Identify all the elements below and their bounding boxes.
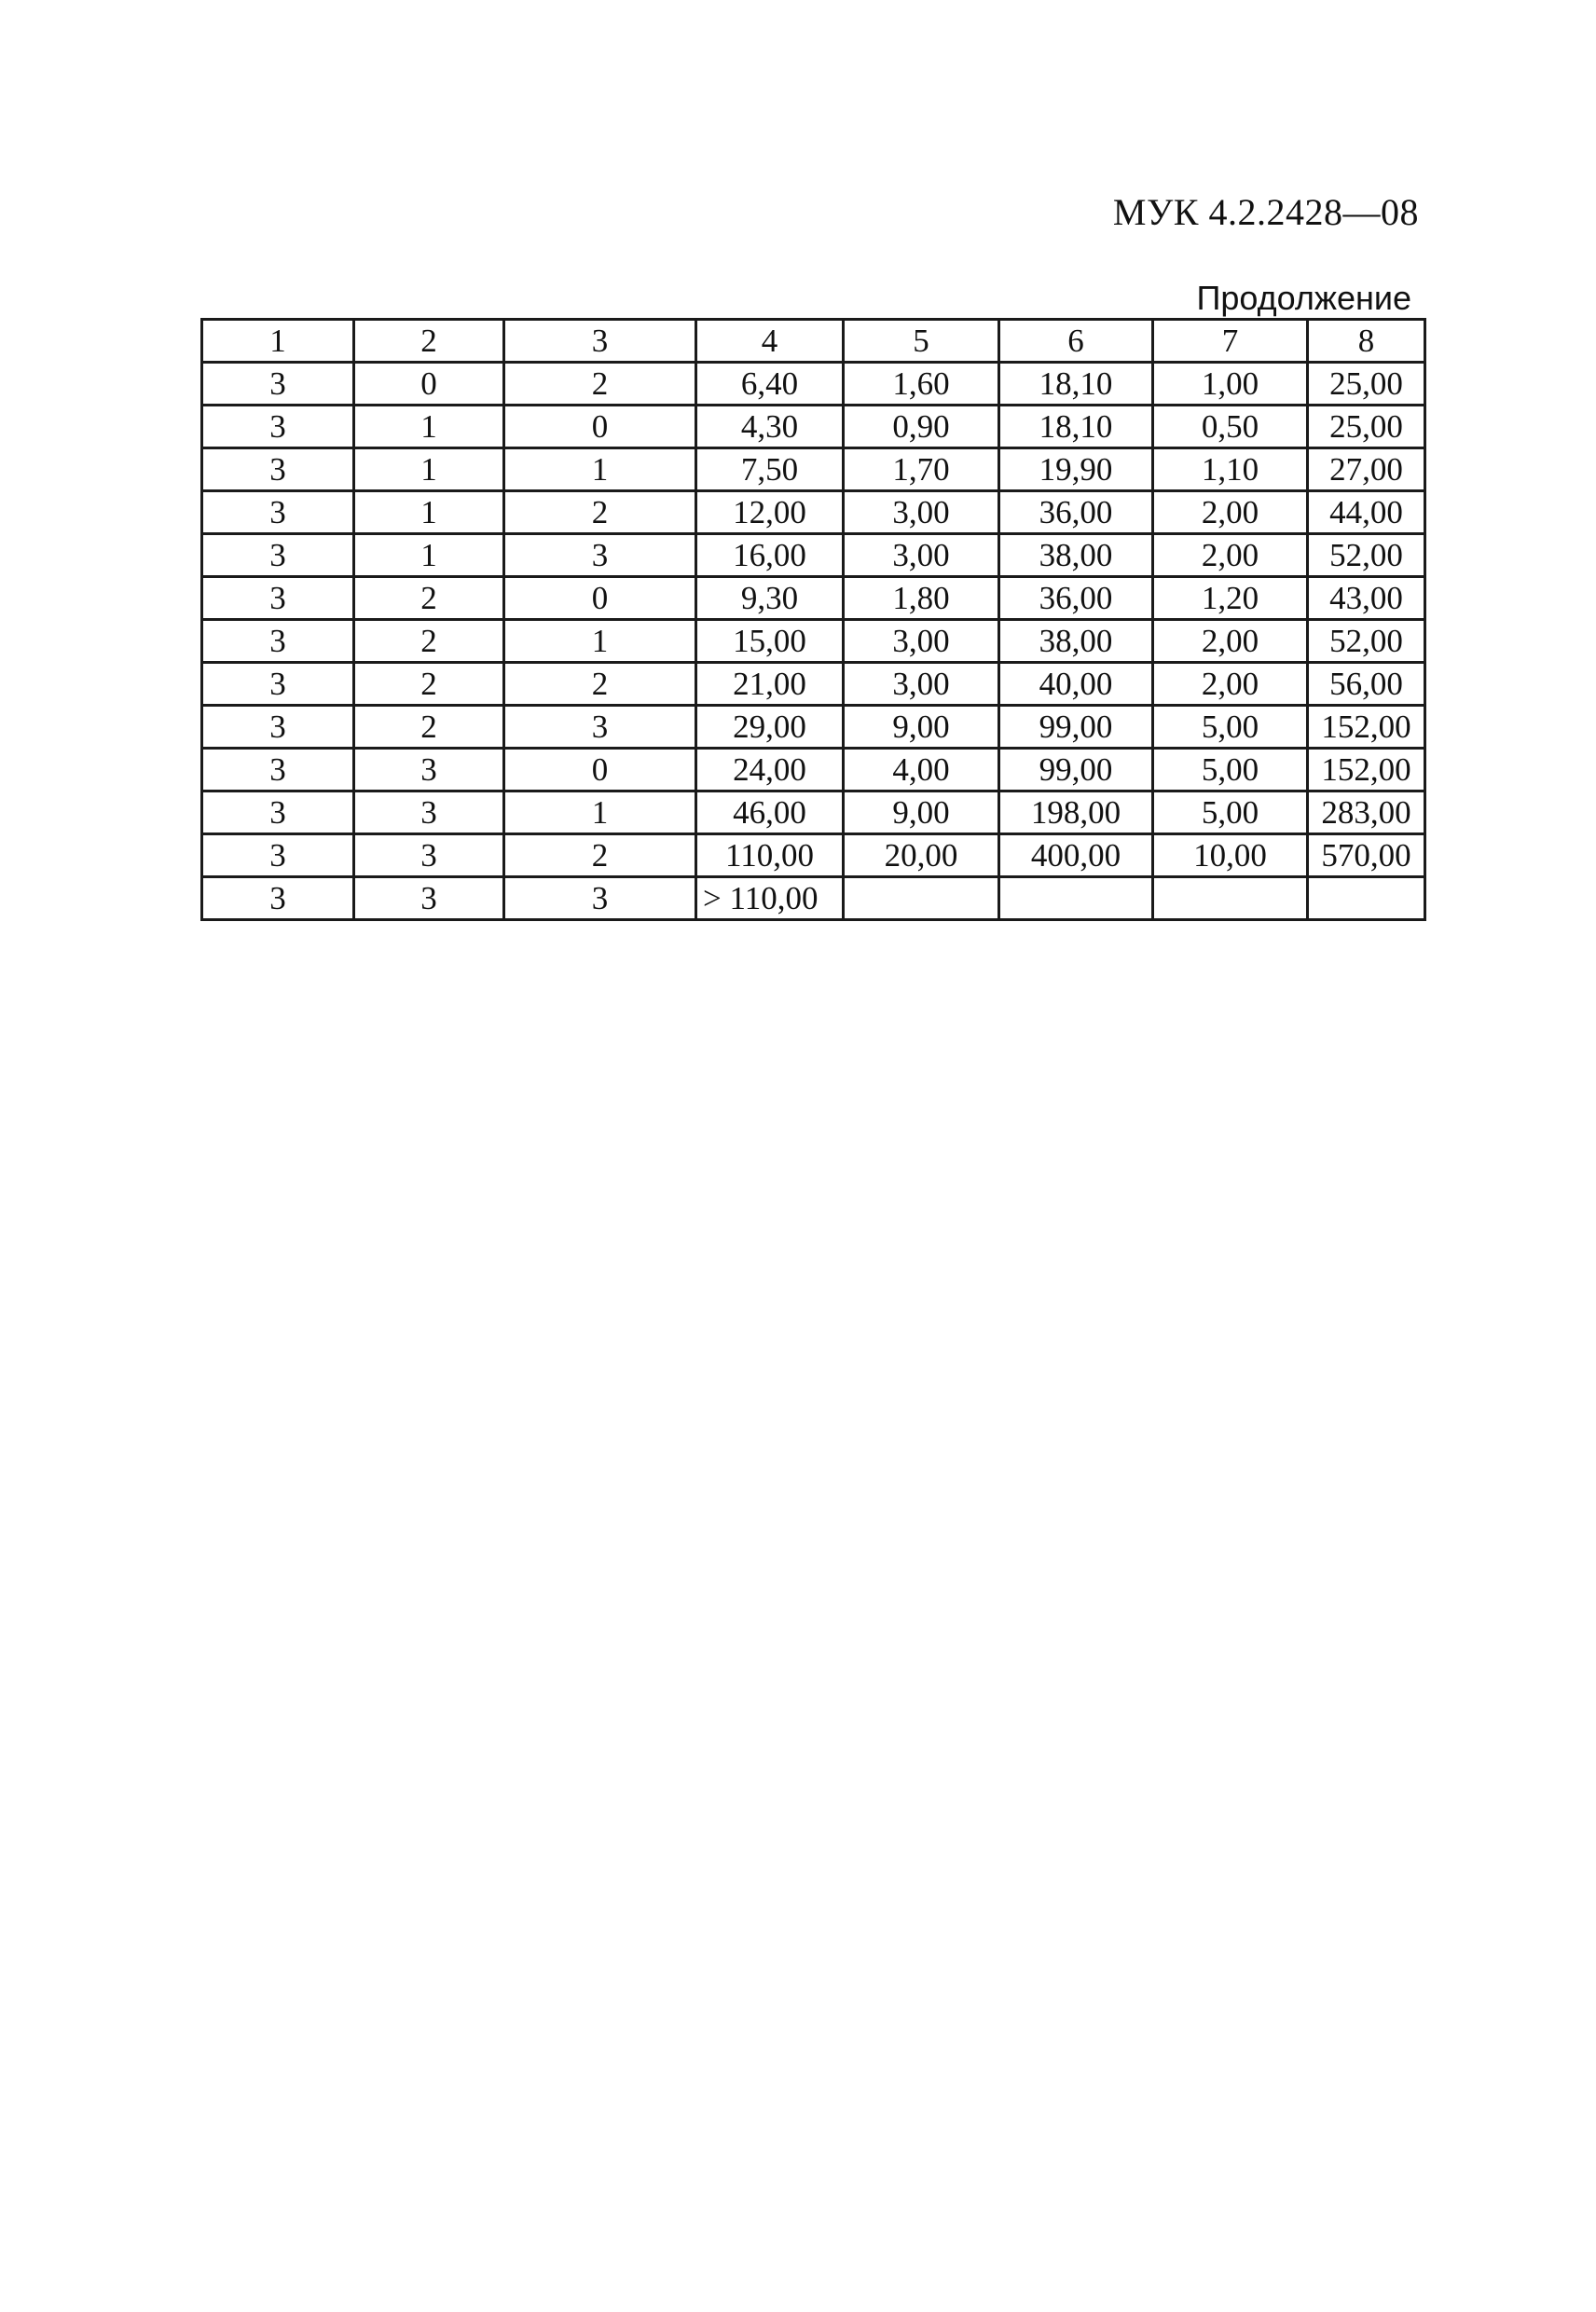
header-cell: 6 xyxy=(999,320,1153,363)
table-body xyxy=(202,320,1425,920)
table-cell: 12,00 xyxy=(696,491,844,534)
table-row xyxy=(202,577,1425,620)
table-cell: 0 xyxy=(504,749,696,791)
table-cell: 19,90 xyxy=(999,448,1153,491)
table-cell: 3 xyxy=(202,791,354,834)
table-cell: 2,00 xyxy=(1153,491,1308,534)
table-cell: 3,00 xyxy=(844,491,999,534)
table-cell: 3 xyxy=(354,791,504,834)
table-cell: 3,00 xyxy=(844,620,999,663)
table-cell: 0 xyxy=(504,406,696,448)
table-cell: 25,00 xyxy=(1308,363,1425,406)
table-row xyxy=(202,491,1425,534)
table-cell: 2,00 xyxy=(1153,620,1308,663)
table-cell: 52,00 xyxy=(1308,534,1425,577)
document-code: МУК 4.2.2428—08 xyxy=(1112,191,1419,233)
table-cell: 2 xyxy=(504,834,696,877)
table-cell: 2 xyxy=(504,663,696,706)
table-cell: 1 xyxy=(354,448,504,491)
table-cell: 36,00 xyxy=(999,491,1153,534)
table-cell xyxy=(999,877,1153,920)
table-row xyxy=(202,363,1425,406)
table-cell: 4,00 xyxy=(844,749,999,791)
table-cell: 0,50 xyxy=(1153,406,1308,448)
table-cell: 3 xyxy=(202,448,354,491)
table-cell: 38,00 xyxy=(999,534,1153,577)
table-cell: 7,50 xyxy=(696,448,844,491)
table-row xyxy=(202,706,1425,749)
table-cell: 3 xyxy=(202,363,354,406)
table-cell: 20,00 xyxy=(844,834,999,877)
header-cell: 7 xyxy=(1153,320,1308,363)
table-cell: 3 xyxy=(202,577,354,620)
table-cell: 3 xyxy=(202,534,354,577)
table-cell: 3 xyxy=(202,877,354,920)
data-table xyxy=(200,318,1426,921)
table-cell: 2 xyxy=(354,577,504,620)
table-cell: 3 xyxy=(202,620,354,663)
table-cell xyxy=(1153,877,1308,920)
table-row xyxy=(202,663,1425,706)
table-cell: 152,00 xyxy=(1308,706,1425,749)
table-cell: 46,00 xyxy=(696,791,844,834)
table-cell: 6,40 xyxy=(696,363,844,406)
table-row xyxy=(202,877,1425,920)
table-cell: 3 xyxy=(202,834,354,877)
table-cell: 5,00 xyxy=(1153,706,1308,749)
table-cell: 3 xyxy=(504,877,696,920)
table-cell: 4,30 xyxy=(696,406,844,448)
table-cell: 2,00 xyxy=(1153,663,1308,706)
table-cell: 1 xyxy=(354,534,504,577)
table-cell: 3 xyxy=(354,749,504,791)
continuation-label: Продолжение xyxy=(1196,279,1411,317)
table-cell: 52,00 xyxy=(1308,620,1425,663)
table-header-row xyxy=(202,320,1425,363)
table-row xyxy=(202,406,1425,448)
table-row xyxy=(202,534,1425,577)
table-cell: 570,00 xyxy=(1308,834,1425,877)
header-cell: 2 xyxy=(354,320,504,363)
table-cell: 3,00 xyxy=(844,663,999,706)
table-cell: 283,00 xyxy=(1308,791,1425,834)
table-cell: 15,00 xyxy=(696,620,844,663)
table-cell: 3 xyxy=(504,706,696,749)
table-cell: 10,00 xyxy=(1153,834,1308,877)
table-cell: 18,10 xyxy=(999,363,1153,406)
table-cell: 1 xyxy=(504,791,696,834)
table-cell: 2 xyxy=(504,491,696,534)
table-cell: 3 xyxy=(202,663,354,706)
table-cell: 43,00 xyxy=(1308,577,1425,620)
table-cell: 44,00 xyxy=(1308,491,1425,534)
table-cell: 3 xyxy=(202,491,354,534)
table-cell: 56,00 xyxy=(1308,663,1425,706)
table-row xyxy=(202,791,1425,834)
header-cell: 3 xyxy=(504,320,696,363)
table-cell: 16,00 xyxy=(696,534,844,577)
table-cell: 1,70 xyxy=(844,448,999,491)
table-cell: 1,10 xyxy=(1153,448,1308,491)
table-cell xyxy=(844,877,999,920)
table-row xyxy=(202,834,1425,877)
table-cell: 38,00 xyxy=(999,620,1153,663)
table-cell: 1 xyxy=(504,448,696,491)
table-cell: 29,00 xyxy=(696,706,844,749)
table-cell: 9,00 xyxy=(844,706,999,749)
table-cell: > 110,00 xyxy=(696,877,844,920)
table-cell: 3 xyxy=(354,834,504,877)
table-cell: 3 xyxy=(202,406,354,448)
table-cell: 110,00 xyxy=(696,834,844,877)
table-cell: 21,00 xyxy=(696,663,844,706)
table-cell: 3,00 xyxy=(844,534,999,577)
table-cell: 0 xyxy=(504,577,696,620)
header-cell: 8 xyxy=(1308,320,1425,363)
table-cell: 1,60 xyxy=(844,363,999,406)
table-cell: 9,00 xyxy=(844,791,999,834)
table-cell: 152,00 xyxy=(1308,749,1425,791)
table-cell: 0,90 xyxy=(844,406,999,448)
table-cell: 1,20 xyxy=(1153,577,1308,620)
header-cell: 1 xyxy=(202,320,354,363)
table-cell: 1 xyxy=(354,491,504,534)
table-cell: 400,00 xyxy=(999,834,1153,877)
table-row xyxy=(202,620,1425,663)
table-cell: 1 xyxy=(504,620,696,663)
table-cell: 36,00 xyxy=(999,577,1153,620)
table-cell: 3 xyxy=(504,534,696,577)
table-cell: 2 xyxy=(354,620,504,663)
table-cell: 27,00 xyxy=(1308,448,1425,491)
table-cell: 9,30 xyxy=(696,577,844,620)
table-row xyxy=(202,749,1425,791)
table-cell: 99,00 xyxy=(999,749,1153,791)
table-cell: 2 xyxy=(354,706,504,749)
table-cell: 3 xyxy=(354,877,504,920)
table-cell: 2 xyxy=(504,363,696,406)
table-cell: 5,00 xyxy=(1153,749,1308,791)
table-cell: 1 xyxy=(354,406,504,448)
table-cell: 3 xyxy=(202,706,354,749)
table-cell: 5,00 xyxy=(1153,791,1308,834)
table-cell xyxy=(1308,877,1425,920)
table-cell: 99,00 xyxy=(999,706,1153,749)
table-cell: 198,00 xyxy=(999,791,1153,834)
table-cell: 25,00 xyxy=(1308,406,1425,448)
header-cell: 4 xyxy=(696,320,844,363)
header-cell: 5 xyxy=(844,320,999,363)
table-cell: 24,00 xyxy=(696,749,844,791)
table-cell: 2 xyxy=(354,663,504,706)
table-cell: 18,10 xyxy=(999,406,1153,448)
table-row xyxy=(202,448,1425,491)
table-cell: 1,80 xyxy=(844,577,999,620)
table-cell: 2,00 xyxy=(1153,534,1308,577)
table-cell: 40,00 xyxy=(999,663,1153,706)
table-cell: 0 xyxy=(354,363,504,406)
table-cell: 3 xyxy=(202,749,354,791)
table-cell: 1,00 xyxy=(1153,363,1308,406)
